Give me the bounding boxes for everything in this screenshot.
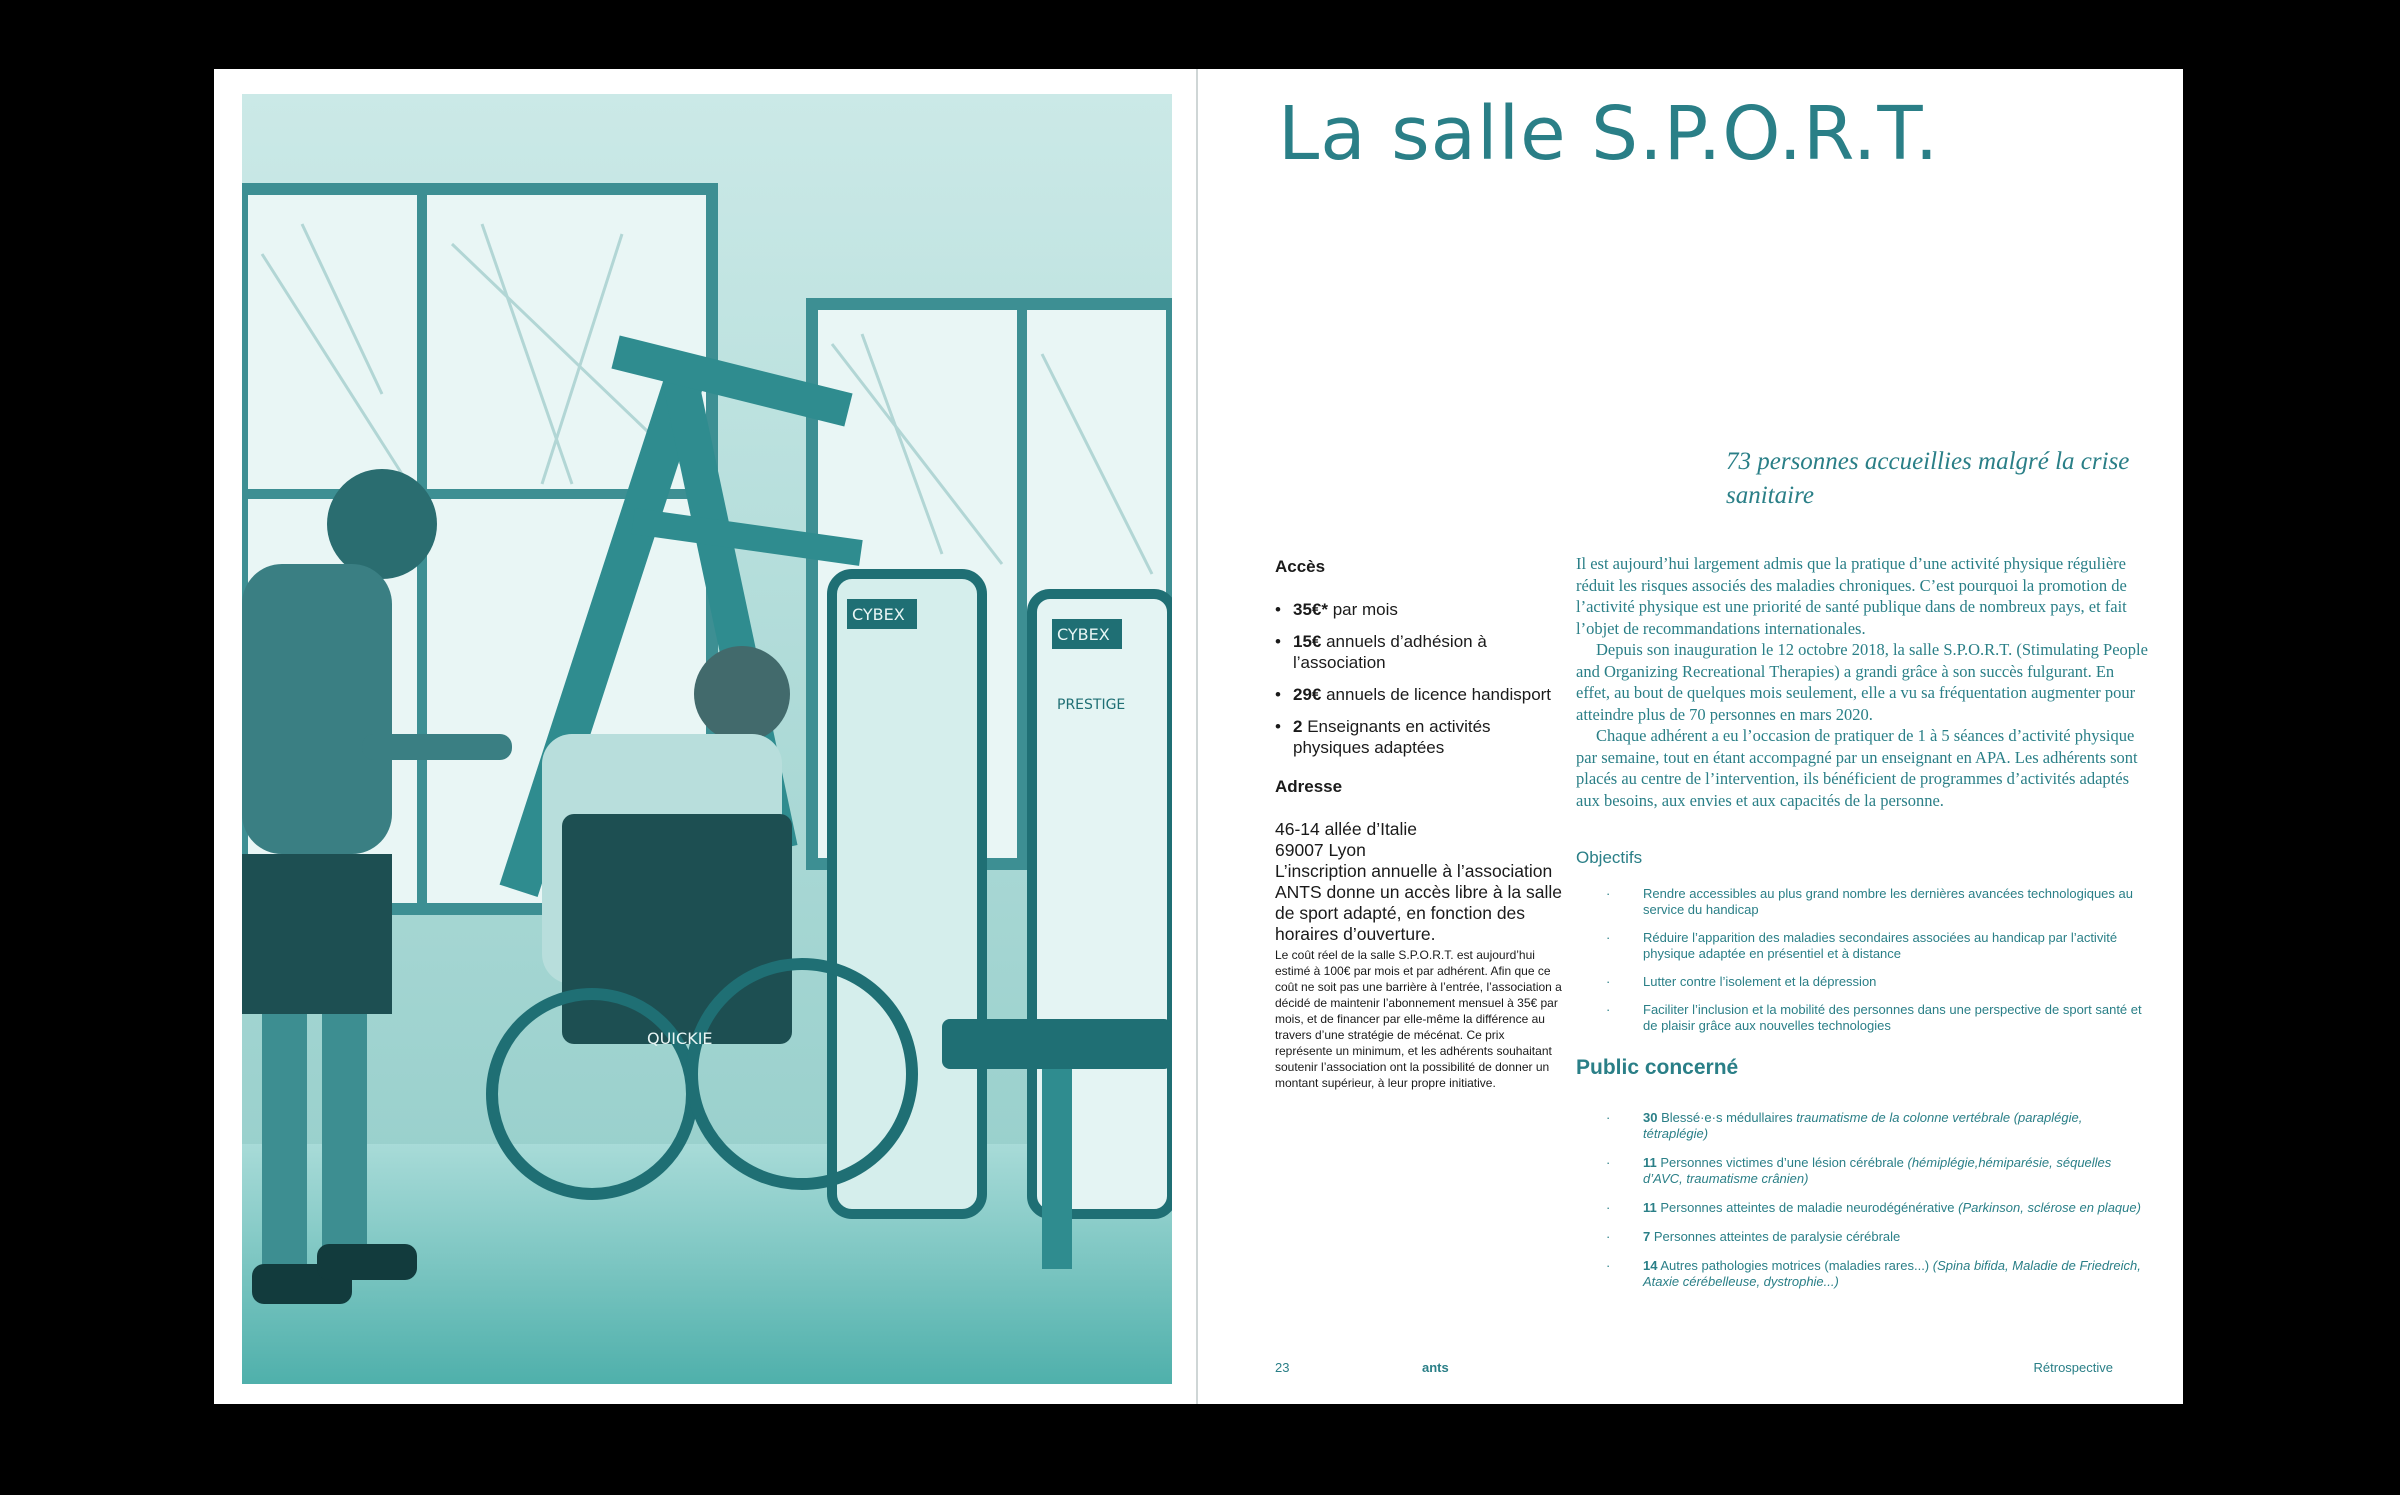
left-page bbox=[214, 69, 1196, 1404]
objective-item: · Rendre accessibles au plus grand nombre les dernières avancées technologiques au service du handicap bbox=[1576, 886, 2148, 918]
access-item: • 2 Enseignants en activités physiques adaptées bbox=[1275, 716, 1565, 758]
body-column bbox=[1576, 553, 2148, 1303]
address-note: Le coût réel de la salle S.P.O.R.T. est aujourd’hui estimé à 100€ par mois et par adhérent. Afin que ce coût ne soit pas une barrière à l’entrée, l’association a décidé de maintenir l’abonnement mensuel à 35€ par mois, et de financer par elle-même la différence au travers d’une stratégie de mécénat. Ce prix représente un minimum, et les adhérents souhaitant soutenir l’association ont la possibilité de donner un montant supérieur, à leur propre initiative. bbox=[1275, 948, 1562, 1090]
objectives-heading: Objectifs bbox=[1576, 848, 1643, 867]
body-paragraph: Il est aujourd’hui largement admis que la pratique d’une activité physique régulière réduit les risques associés des maladies chroniques. C’est pourquoi la promotion de l’activité physique est une priorité de santé publique dans de nombreux pays, et fait l’objet de recommandations internationales. bbox=[1576, 554, 2127, 638]
address-intro: L’inscription annuelle à l’association ANTS donne un accès libre à la salle de sport adapté, en fonction des horaires d’ouverture. bbox=[1275, 861, 1562, 944]
access-item: • 29€ annuels de licence handisport bbox=[1275, 684, 1565, 705]
svg-text:PRESTIGE: PRESTIGE bbox=[1057, 697, 1126, 713]
gym-photo bbox=[242, 94, 1172, 1384]
access-heading: Accès bbox=[1275, 557, 1326, 576]
public-item: · 11 Personnes atteintes de maladie neurodégénérative (Parkinson, sclérose en plaque) bbox=[1576, 1200, 2148, 1216]
svg-text:CYBEX: CYBEX bbox=[852, 605, 905, 624]
pull-quote: 73 personnes accueillies malgré la crise sanitaire bbox=[1726, 448, 2130, 509]
public-item: · 11 Personnes victimes d’une lésion cérébrale (hémiplégie,hémiparésie, séquelles d’AVC, traumatisme crânien) bbox=[1576, 1155, 2148, 1187]
body-text bbox=[1576, 553, 2148, 811]
page-number: 23 bbox=[1275, 1360, 1290, 1375]
gym-photo-illustration bbox=[242, 94, 1172, 1384]
public-item: · 30 Blessé·e·s médullaires traumatisme de la colonne vertébrale (paraplégie, tétraplégie) bbox=[1576, 1110, 2148, 1142]
info-column bbox=[1275, 556, 1565, 1091]
address-heading: Adresse bbox=[1275, 777, 1343, 796]
objective-item: · Réduire l’apparition des maladies secondaires associées au handicap par l’activité physique adaptée en présentiel et à distance bbox=[1576, 930, 2148, 962]
svg-text:QUICKIE: QUICKIE bbox=[647, 1029, 713, 1048]
body-paragraph: Chaque adhérent a eu l’occasion de pratiquer de 1 à 5 séances d’activité physique par semaine, tout en étant accompagné par un enseignant en APA. Les adhérents sont placés au centre de l’intervention, ils bénéficient de programmes d’activités adaptés aux besoins, aux envies et aux capacités de la personne. bbox=[1576, 726, 2138, 810]
section-name: Rétrospective bbox=[2033, 1360, 2113, 1375]
brand-name: ants bbox=[1422, 1360, 1449, 1375]
objective-item: · Faciliter l’inclusion et la mobilité des personnes dans une perspective de sport santé et de plaisir grâce aux nouvelles technologies bbox=[1576, 1002, 2148, 1034]
access-item: • 35€* par mois bbox=[1275, 599, 1565, 620]
objective-item: · Lutter contre l’isolement et la dépression bbox=[1576, 974, 2148, 990]
address-line-1: 46-14 allée d’Italie bbox=[1275, 819, 1418, 839]
body-paragraph: Depuis son inauguration le 12 octobre 2018, la salle S.P.O.R.T. (Stimulating People and Organizing Recreational Therapies) a grandi grâce à son succès fulgurant. En effet, au bout de quelques mois seulement, elle a vu sa fréquentation augmenter pour atteindre plus de 70 personnes en mars 2020. bbox=[1576, 640, 2148, 724]
address-line-2: 69007 Lyon bbox=[1275, 840, 1366, 860]
public-heading: Public concerné bbox=[1576, 1056, 1739, 1079]
page-title: La salle S.P.O.R.T. bbox=[1278, 91, 1940, 177]
public-item: · 7 Personnes atteintes de paralysie cérébrale bbox=[1576, 1229, 2148, 1245]
right-page bbox=[1198, 69, 2183, 1404]
access-item: • 15€ annuels d’adhésion à l’association bbox=[1275, 631, 1565, 673]
public-item: · 14 Autres pathologies motrices (maladies rares...) (Spina bifida, Maladie de Friedreich, Ataxie cérébelleuse, dystrophie...) bbox=[1576, 1258, 2148, 1290]
svg-text:CYBEX: CYBEX bbox=[1057, 625, 1110, 644]
access-list bbox=[1275, 599, 1565, 758]
objectives-list bbox=[1576, 886, 2148, 1034]
address-block bbox=[1275, 819, 1565, 1091]
public-list bbox=[1576, 1110, 2148, 1290]
